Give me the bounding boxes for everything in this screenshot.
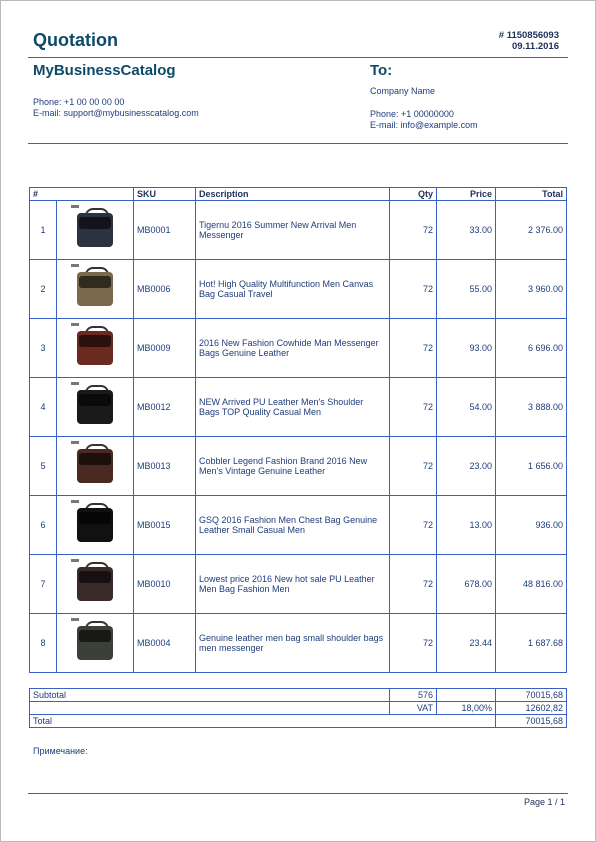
- row-description: Cobbler Legend Fashion Brand 2016 New Men's Vintage Genuine Leather: [196, 437, 390, 496]
- table-row: [30, 319, 567, 378]
- vat-rate: 18,00%: [437, 702, 496, 715]
- total-row: [30, 715, 567, 728]
- row-total: 48 816.00: [496, 555, 567, 614]
- recipient-contact: [370, 109, 478, 131]
- product-image: [57, 437, 134, 496]
- row-price: 678.00: [437, 555, 496, 614]
- row-number: 8: [30, 614, 57, 673]
- seller-contact: [33, 97, 199, 119]
- bag-flap: [79, 512, 111, 524]
- table-row: [30, 378, 567, 437]
- image-tag: [71, 205, 79, 208]
- bag-image: [71, 618, 119, 668]
- row-price: 55.00: [437, 260, 496, 319]
- subtotal-amount: 70015,68: [496, 689, 567, 702]
- document-title: Quotation: [33, 30, 118, 50]
- row-sku: MB0012: [134, 378, 196, 437]
- subtotal-blank: [437, 689, 496, 702]
- bag-flap: [79, 335, 111, 347]
- image-tag: [71, 559, 79, 562]
- image-tag: [71, 500, 79, 503]
- row-number: 5: [30, 437, 57, 496]
- seller-company: MyBusinessCatalog: [33, 62, 176, 79]
- col-header-sku: SKU: [134, 188, 196, 201]
- page-indicator: Page 1 / 1: [523, 797, 565, 807]
- col-header-description: Description: [196, 188, 390, 201]
- row-qty: 72: [390, 437, 437, 496]
- row-sku: MB0006: [134, 260, 196, 319]
- row-number: 4: [30, 378, 57, 437]
- row-number: 7: [30, 555, 57, 614]
- vat-row: [30, 702, 567, 715]
- row-qty: 72: [390, 378, 437, 437]
- col-header-num: #: [30, 188, 134, 201]
- bag-image: [71, 559, 119, 609]
- row-description: NEW Arrived PU Leather Men's Shoulder Bags TOP Quality Casual Men: [196, 378, 390, 437]
- row-sku: MB0013: [134, 437, 196, 496]
- row-qty: 72: [390, 614, 437, 673]
- row-number: 2: [30, 260, 57, 319]
- row-number: 6: [30, 496, 57, 555]
- vat-amount: 12602,82: [496, 702, 567, 715]
- bag-image: [71, 382, 119, 432]
- footer-divider: [28, 793, 568, 794]
- row-description: 2016 New Fashion Cowhide Man Messenger Bags Genuine Leather: [196, 319, 390, 378]
- row-price: 13.00: [437, 496, 496, 555]
- row-description: GSQ 2016 Fashion Men Chest Bag Genuine Leather Small Casual Men: [196, 496, 390, 555]
- product-image: [57, 614, 134, 673]
- bag-image: [71, 264, 119, 314]
- col-header-price: Price: [437, 188, 496, 201]
- row-price: 23.44: [437, 614, 496, 673]
- total-label: Total: [30, 715, 496, 728]
- recipient-phone: Phone: +1 00000000: [370, 109, 454, 119]
- totals-table: [29, 688, 567, 728]
- image-tag: [71, 618, 79, 621]
- row-price: 93.00: [437, 319, 496, 378]
- image-tag: [71, 382, 79, 385]
- bag-image: [71, 323, 119, 373]
- recipient-company: Company Name: [370, 86, 436, 96]
- row-price: 33.00: [437, 201, 496, 260]
- product-image: [57, 260, 134, 319]
- row-price: 54.00: [437, 378, 496, 437]
- row-total: 6 696.00: [496, 319, 567, 378]
- bag-flap: [79, 217, 111, 229]
- row-number: 1: [30, 201, 57, 260]
- row-description: Lowest price 2016 New hot sale PU Leather Men Bag Fashion Men: [196, 555, 390, 614]
- row-sku: MB0009: [134, 319, 196, 378]
- image-tag: [71, 323, 79, 326]
- recipient-email: E-mail: info@example.com: [370, 120, 478, 130]
- bag-flap: [79, 276, 111, 288]
- bag-image: [71, 205, 119, 255]
- row-description: Hot! High Quality Multifunction Men Canvas Bag Casual Travel: [196, 260, 390, 319]
- note-label: Примечание:: [33, 746, 88, 756]
- product-image: [57, 319, 134, 378]
- row-total: 1 656.00: [496, 437, 567, 496]
- vat-spacer: [30, 702, 390, 715]
- vat-label: VAT: [390, 702, 437, 715]
- header-divider: [28, 57, 568, 58]
- row-number: 3: [30, 319, 57, 378]
- table-row: [30, 496, 567, 555]
- bag-flap: [79, 394, 111, 406]
- seller-email: E-mail: support@mybusinesscatalog.com: [33, 108, 199, 118]
- row-total: 936.00: [496, 496, 567, 555]
- total-amount: 70015,68: [496, 715, 567, 728]
- image-tag: [71, 264, 79, 267]
- row-sku: MB0010: [134, 555, 196, 614]
- row-qty: 72: [390, 319, 437, 378]
- row-sku: MB0004: [134, 614, 196, 673]
- quote-date: 09.11.2016: [511, 41, 559, 52]
- subtotal-qty: 576: [390, 689, 437, 702]
- row-sku: MB0015: [134, 496, 196, 555]
- row-total: 3 888.00: [496, 378, 567, 437]
- row-total: 3 960.00: [496, 260, 567, 319]
- row-total: 1 687.68: [496, 614, 567, 673]
- table-row: [30, 437, 567, 496]
- address-divider: [28, 143, 568, 144]
- table-row: [30, 260, 567, 319]
- row-description: Tigernu 2016 Summer New Arrival Men Messenger: [196, 201, 390, 260]
- items-table: [29, 187, 567, 673]
- table-row: [30, 614, 567, 673]
- product-image: [57, 378, 134, 437]
- quote-meta: [499, 30, 559, 52]
- row-price: 23.00: [437, 437, 496, 496]
- col-header-total: Total: [496, 188, 567, 201]
- items-header-row: [30, 188, 567, 201]
- seller-phone: Phone: +1 00 00 00 00: [33, 97, 125, 107]
- product-image: [57, 555, 134, 614]
- bag-image: [71, 441, 119, 491]
- row-description: Genuine leather men bag small shoulder bags men messenger: [196, 614, 390, 673]
- product-image: [57, 201, 134, 260]
- row-qty: 72: [390, 555, 437, 614]
- row-qty: 72: [390, 201, 437, 260]
- bag-image: [71, 500, 119, 550]
- row-total: 2 376.00: [496, 201, 567, 260]
- image-tag: [71, 441, 79, 444]
- bag-flap: [79, 453, 111, 465]
- bag-flap: [79, 630, 111, 642]
- product-image: [57, 496, 134, 555]
- table-row: [30, 555, 567, 614]
- quote-number: # 1150856093: [498, 30, 559, 41]
- row-qty: 72: [390, 260, 437, 319]
- subtotal-label: Subtotal: [30, 689, 390, 702]
- col-header-qty: Qty: [390, 188, 437, 201]
- table-row: [30, 201, 567, 260]
- row-sku: MB0001: [134, 201, 196, 260]
- recipient-label: To:: [370, 62, 393, 79]
- subtotal-row: [30, 689, 567, 702]
- row-qty: 72: [390, 496, 437, 555]
- bag-flap: [79, 571, 111, 583]
